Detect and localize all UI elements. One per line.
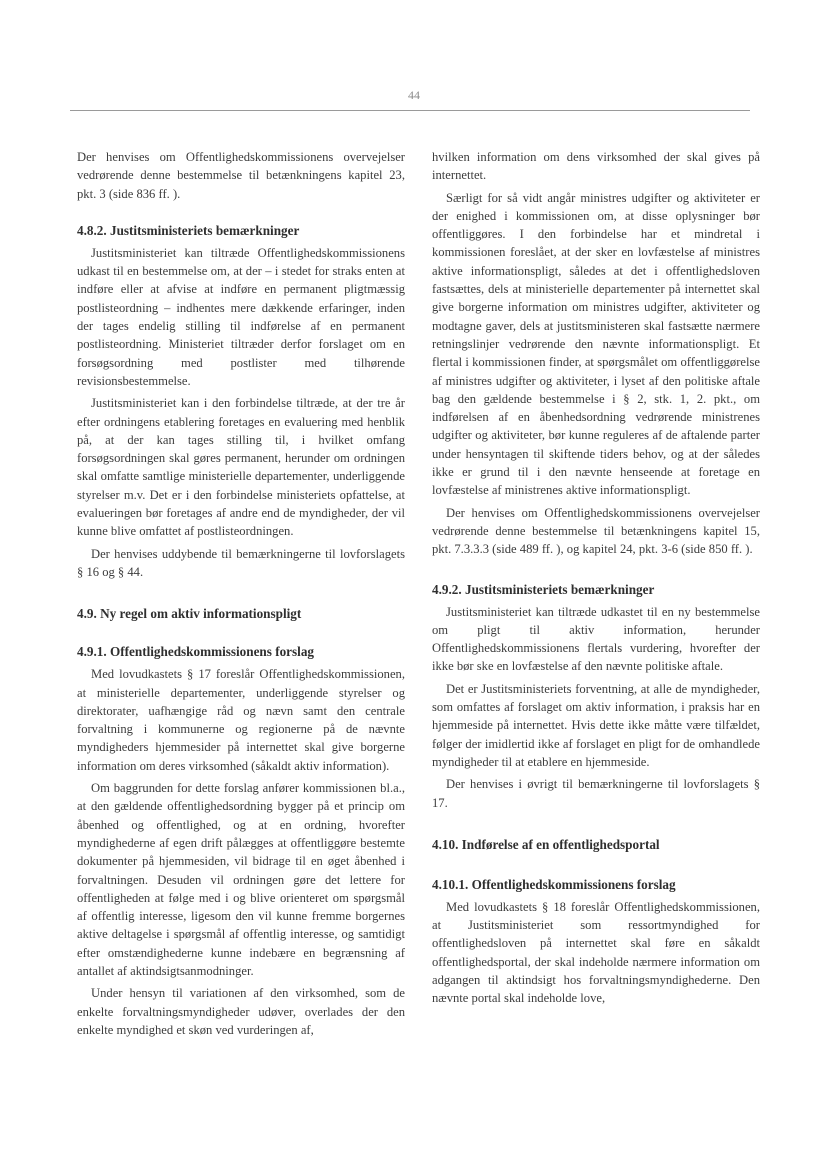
paragraph: hvilken information om dens virksomhed der skal gives på internettet. [432,150,760,183]
paragraph: Med lovudkastets § 17 foreslår Offentlighedskommissionen, at ministerielle departementer, underliggende styrelser og direktorater, uafhængige råd og nævn samt den centrale forvaltning i kommunerne og regionerne på de nævnte myndigheders hjemmesider på internettet skal give borgerne information om deres virksomhed (såkaldt aktiv information). [77,667,405,773]
paragraph: Med lovudkastets § 18 foreslår Offentlighedskommissionen, at Justitsministeriet som ressortmyndighed for offentlighedsloven på internettet skal føre en såkaldt offentlighedsportal, der skal indeholde nærmere information om adgangen til aktindsigt hos forvaltningsmyndighederne. Den nævnte portal skal indeholde love, [432,899,760,1006]
page-number: 44 [408,88,420,102]
left-column [77,148,405,1039]
paragraph: Det er Justitsministeriets forventning, at alle de myndigheder, som omfattes af forslaget om aktiv information, i praksis har en hjemmeside på internettet. Hvis dette ikke måtte være tilfældet, følger der imidlertid ikke af forslaget en pligt for de omhandlede myndigheder til at etablere en hjemmeside. [432,681,760,769]
paragraph: Justitsministeriet kan tiltræde udkastet til en ny bestemmelse om pligt til aktiv information, herunder Offentlighedskommissionens flertals vurdering, hvorefter der ikke bør ske en lovfæstelse af den nævnte politiske aftale. [432,604,760,674]
paragraph: Der henvises om Offentlighedskommissionens overvejelser vedrørende denne bestemmelse til betænkningens kapitel 23, pkt. 3 (side 836 ff. ). [77,150,405,201]
right-column [432,148,760,1008]
section-heading: 4.9. Ny regel om aktiv informationspligt [77,606,302,622]
section-heading: 4.10. Indførelse af en offentlighedsportal [432,836,660,852]
section-heading: 4.10.1. Offentlighedskommissionens forslag [432,876,676,892]
paragraph: Der henvises i øvrigt til bemærkningerne til lovforslagets § 17. [432,777,760,810]
paragraph: Under hensyn til variationen af den virksomhed, som de enkelte forvaltningsmyndigheder udøver, overlades der den enkelte myndighed et skøn ved vurderingen af, [77,986,405,1037]
header-divider [70,110,750,111]
paragraph: Særligt for så vidt angår ministres udgifter og aktiviteter er der enighed i kommissionen om, at disse oplysninger bør offentliggøres. I den forbindelse har et mindretal i kommissionen foreslået, at der sker en lovfæstelse af ministres aktive informationspligt, således at det i offentlighedsloven fastsættes, dels at ministerielle departementer på internettet skal give borgerne information om ministres udgifter, aktiviteter og modtagne gaver, dels at justitsministeren skal fastsætte nærmere retningslinjer vedrørende den nævnte informationspligt. Et flertal i kommissionen finder, at spørgsmålet om offentliggørelse af ministres udgifter og aktiviteter, i lyset af den politiske aftale bag den gældende bestemmelse i § 2, stk. 1, 2. pkt., om indførelsen af en åbenhedsordning vedrørende ministrenes udgifter og aktiviteter, bør kunne reguleres af de aftalende parter under hensyntagen til skiftende tiders behov, og at der således ikke er grund til i den nævnte henseende at foretage en lovfæstelse af ministrenes aktive informationspligt. [432,190,760,498]
section-heading: 4.8.2. Justitsministeriets bemærkninger [77,222,300,238]
paragraph: Om baggrunden for dette forslag anfører kommissionen bl.a., at den gældende offentlighedsordning bygger på et princip om åbenhed og offentlighed, og at en ordning, hvorefter myndighederne af egen drift pålægges at offentliggøre bestemte dokumenter på hjemmesiden, vil bidrage til en øget åbenhed i forvaltningen. Desuden vil ordningen gøre det lettere for offentligheden at følge med i og blive orienteret om spørgsmål af offentlig interesse, ligesom den vil kunne fremme borgernes aktive deltagelse i spørgsmål af offentlig interesse, og samtidigt efter omstændighederne kunne indebære en begrænsning af antallet af aktindsigtsanmodninger. [77,781,405,978]
paragraph: Justitsministeriet kan i den forbindelse tiltræde, at der tre år efter ordningens etablering foretages en evaluering med henblik på, at der kan tages stilling til, i hvilket omfang forsøgsordningen skal gøres permanent, herunder om ordningen skal omfatte samtlige ministerielle departementer, underliggende styrelser m.v. Det er i den forbindelse ministeriets opfattelse, at evalueringen bør foretages af andre end de myndigheder, der vil kunne blive omfattet af postlisteordningen. [77,396,405,539]
paragraph: Justitsministeriet kan tiltræde Offentlighedskommissionens udkast til en bestemmelse om, at der – i stedet for straks enten at indføre eller at afvise at indføre en permanent pligtmæssig postlisteordning – indhentes mere dækkende erfaringer, inden der tages endelig stilling til indførelse af en permanent postlisteordning. Ministeriet tiltræder derfor forslaget om en forsøgsordning med postlister med tilhørende revisionsbestemmelse. [77,245,405,388]
section-heading: 4.9.1. Offentlighedskommissionens forslag [77,644,315,660]
section-heading: 4.9.2. Justitsministeriets bemærkninger [432,581,655,597]
paragraph: Der henvises om Offentlighedskommissionens overvejelser vedrørende denne bestemmelse til betænkningens kapitel 15, pkt. 7.3.3.3 (side 489 ff. ), og kapitel 24, pkt. 3-6 (side 850 ff. ). [432,505,760,557]
paragraph: Der henvises uddybende til bemærkningerne til lovforslagets § 16 og § 44. [77,546,405,579]
